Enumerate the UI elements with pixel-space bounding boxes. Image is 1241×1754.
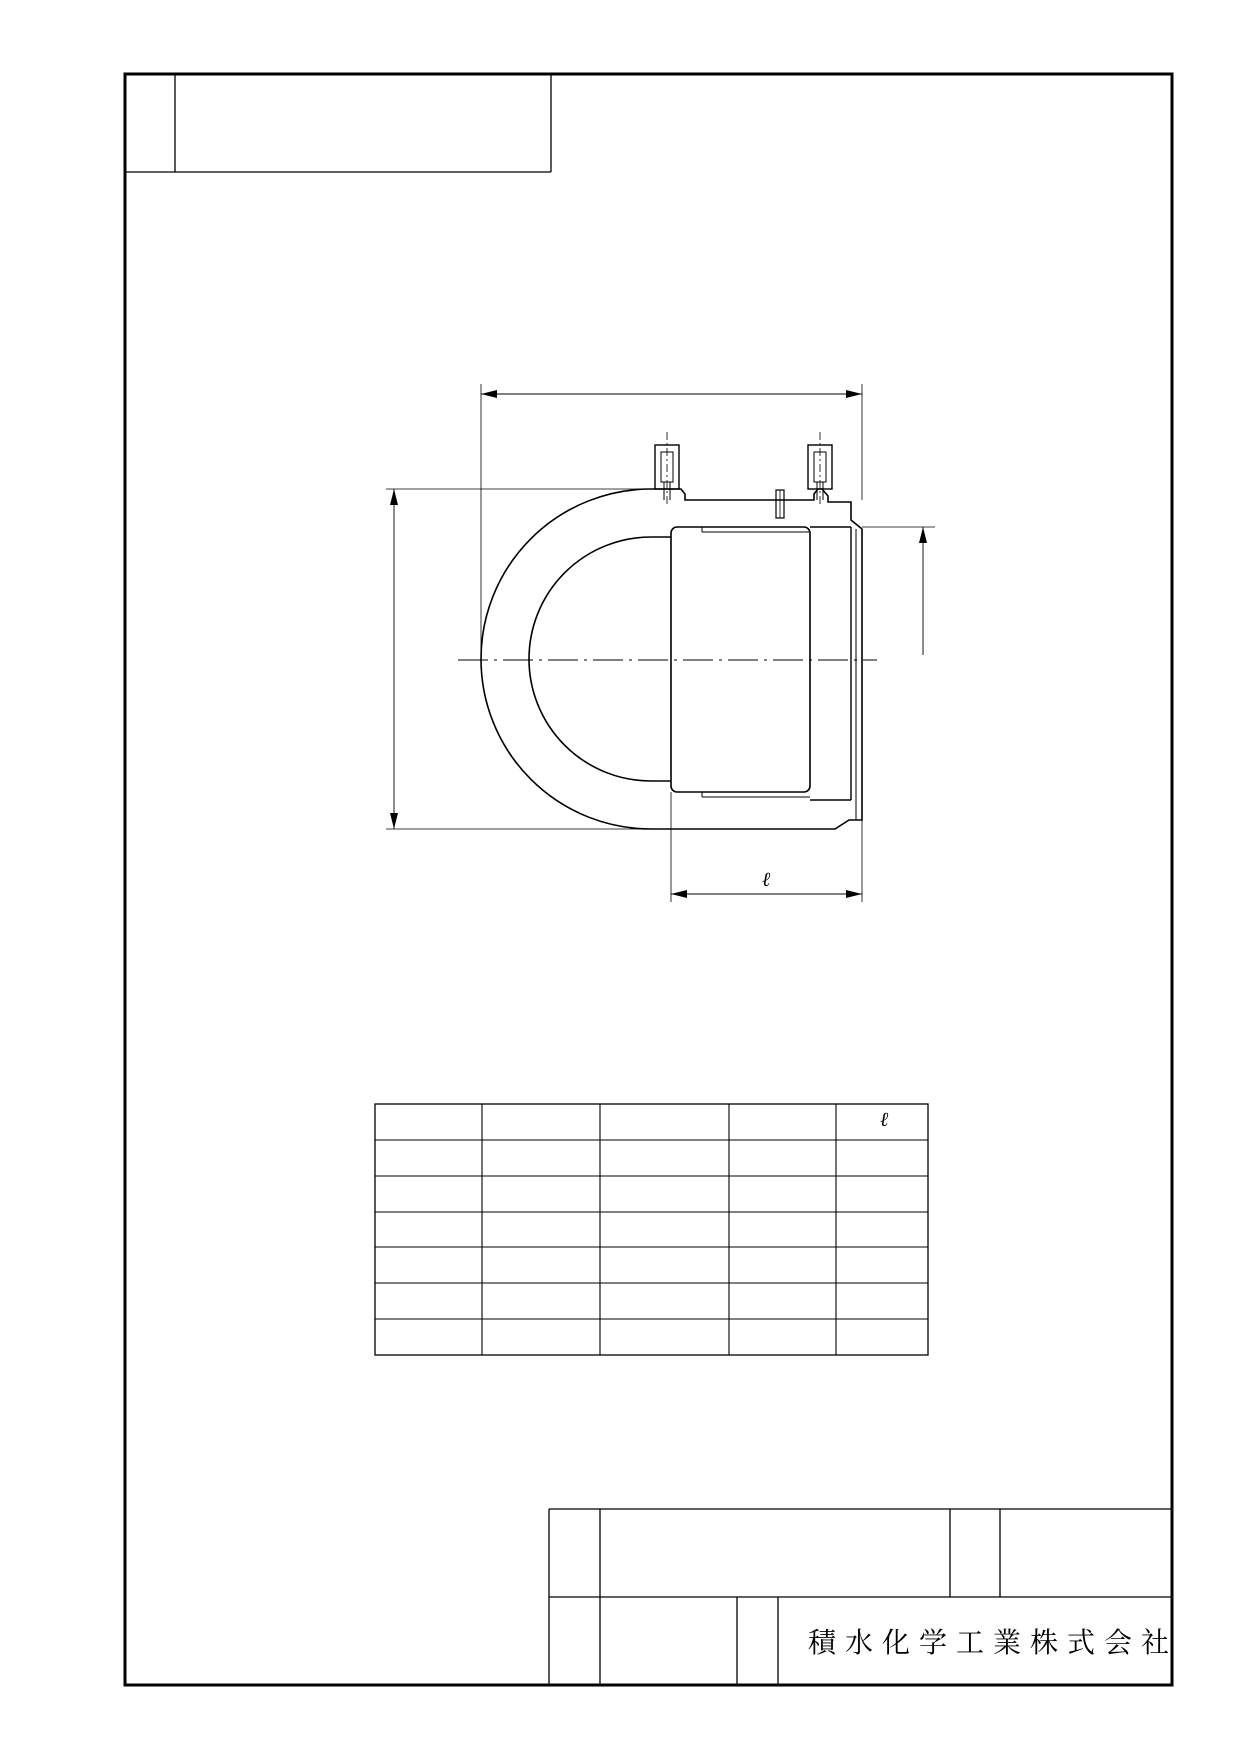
radius-dimension <box>862 527 935 655</box>
top-left-title-box <box>125 74 551 172</box>
spec-table <box>375 1104 928 1355</box>
company-name: 積水化学工業株式会社 <box>808 1626 1179 1659</box>
insertion-length-dimension <box>671 792 862 902</box>
fusion-indicator <box>776 490 784 518</box>
left-terminal-pin <box>655 432 679 505</box>
drawing-frame <box>125 74 1172 1685</box>
spec-table-header-length: ℓ <box>879 1107 889 1131</box>
inner-cavity <box>529 537 671 781</box>
end-cap-fitting-drawing <box>386 384 935 902</box>
spec-table-row-lines <box>375 1140 928 1319</box>
title-block <box>549 1509 1178 1685</box>
right-terminal-pin <box>808 432 832 505</box>
insertion-length-symbol: ℓ <box>761 867 771 891</box>
spec-table-column-lines <box>482 1104 836 1355</box>
overall-height-dimension <box>386 489 655 829</box>
